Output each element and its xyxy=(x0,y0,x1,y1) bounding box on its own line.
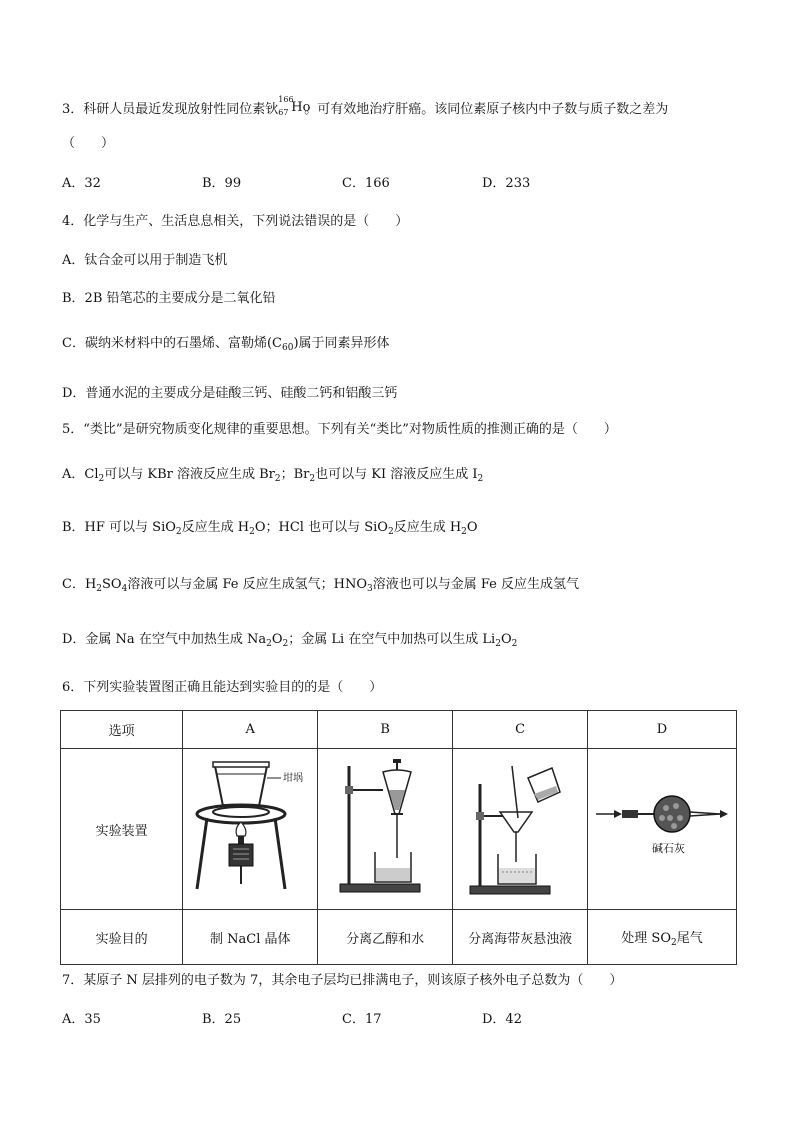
header-d: D xyxy=(588,711,737,749)
crucible-label: 坩埚 xyxy=(283,773,304,784)
soda-lime-label: 碱石灰 xyxy=(652,842,685,855)
header-c: C xyxy=(453,711,588,749)
apparatus-b-separatory-funnel xyxy=(318,749,453,910)
purpose-a: 制 NaCl 晶体 xyxy=(183,910,318,965)
q4-option-c xyxy=(62,332,390,353)
header-option: 选项 xyxy=(61,711,183,749)
t: D．金属 Na 在空气中加热生成 Na xyxy=(62,632,267,647)
q7-option-c: C．17 xyxy=(342,1012,382,1027)
purpose-b: 分离乙醇和水 xyxy=(318,910,453,965)
purpose-d xyxy=(588,910,737,965)
fullerene-formula: (C xyxy=(266,336,282,351)
t: C．H xyxy=(62,577,97,592)
s: 2 xyxy=(511,639,518,649)
t: B．HF 可以与 SiO xyxy=(62,520,176,535)
header-b: B xyxy=(318,711,453,749)
t: 尾气 xyxy=(676,930,703,946)
filtration-image xyxy=(460,754,580,904)
q4-c-text: C．碳纳米材料中的石墨烯、富勒烯 xyxy=(62,336,267,351)
q5-option-c xyxy=(62,573,579,594)
mass-number: 166 xyxy=(278,95,294,104)
s: 2 xyxy=(249,527,255,537)
s: 2 xyxy=(98,474,105,484)
q3-stem xyxy=(62,95,669,117)
q3-option-a: A．32 xyxy=(62,176,101,191)
q4-stem: 4．化学与生产、生活息息相关，下列说法错误的是（ ） xyxy=(62,214,409,229)
apparatus-row xyxy=(61,749,737,910)
t: 可以与 KBr 溶液反应生成 Br xyxy=(104,467,275,482)
q5-stem: 5．“类比”是研究物质变化规律的重要思想。下列有关“类比”对物质性质的推测正确的是（ ） xyxy=(62,422,617,437)
table-header-row xyxy=(61,711,737,749)
purpose-c: 分离海带灰悬浊液 xyxy=(453,910,588,965)
q4-option-d: D．普通水泥的主要成分是硅酸三钙、硅酸二钙和铝酸三钙 xyxy=(62,386,398,401)
purpose-label: 实验目的 xyxy=(61,910,183,965)
q3-stem-text: 3．科研人员最近发现放射性同位素钬 xyxy=(62,102,279,117)
q4-c-text-2: 属于同素异形体 xyxy=(298,336,390,351)
t: A．Cl xyxy=(62,467,99,482)
apparatus-label: 实验装置 xyxy=(61,749,183,910)
t: 溶液可以与金属 Fe 反应生成氢气；HNO xyxy=(127,577,367,592)
s: 2 xyxy=(495,639,501,649)
q3-stem-text-2: 。可有效地治疗肝癌。该同位素原子核内中子数与质子数之差为 xyxy=(304,102,669,117)
t: ；Br xyxy=(280,467,310,482)
crucible-tripod-image xyxy=(185,754,315,904)
q6-stem: 6．下列实验装置图正确且能达到实验目的的是（ ） xyxy=(62,680,383,695)
t: 反应生成 H xyxy=(181,520,250,535)
experiment-table xyxy=(60,710,737,965)
q3-option-d: D．233 xyxy=(482,176,531,191)
s: 2 xyxy=(387,527,394,537)
drying-tube-image xyxy=(592,774,732,884)
fullerene-close: ) xyxy=(293,336,299,351)
apparatus-a-crucible xyxy=(183,749,318,910)
t: O xyxy=(500,632,512,647)
q3-option-b: B．99 xyxy=(202,176,242,191)
q5-option-d xyxy=(62,628,517,649)
header-a: A xyxy=(183,711,318,749)
t: 反应生成 H xyxy=(393,520,462,535)
t: O xyxy=(271,632,283,647)
fullerene-subscript: 60 xyxy=(281,343,294,353)
s: 2 xyxy=(670,937,677,948)
t: 处理 SO xyxy=(621,930,671,946)
q3-answer-paren: （ ） xyxy=(62,136,115,151)
t: ；金属 Li 在空气中加热可以生成 Li xyxy=(288,632,496,647)
s: 2 xyxy=(274,474,281,484)
t: 也可以与 KI 溶液反应生成 I xyxy=(315,467,478,482)
holmium-isotope xyxy=(278,95,311,117)
q7-stem: 7．某原子 N 层排列的电子数为 7，其余电子层均已排满电子，则该原子核外电子总数为（ ） xyxy=(62,973,623,988)
q7-option-a: A．35 xyxy=(62,1012,101,1027)
q7-option-b: B．25 xyxy=(202,1012,242,1027)
t: O xyxy=(466,520,478,535)
q5-option-b xyxy=(62,516,478,537)
apparatus-d-drying-tube xyxy=(588,749,737,910)
atomic-number: 67 xyxy=(278,108,289,117)
s: 2 xyxy=(266,639,272,649)
s: 2 xyxy=(477,474,484,484)
s: 2 xyxy=(461,527,467,537)
s: 2 xyxy=(96,584,103,594)
t: 溶液也可以与金属 Fe 反应生成氢气 xyxy=(372,577,579,592)
element-symbol: Ho xyxy=(291,100,311,115)
s: 4 xyxy=(121,584,128,594)
s: 2 xyxy=(309,474,316,484)
s: 2 xyxy=(175,527,182,537)
q4-option-a: A．钛合金可以用于制造飞机 xyxy=(62,253,228,268)
apparatus-c-filtration xyxy=(453,749,588,910)
purpose-row xyxy=(61,910,737,965)
q5-option-a xyxy=(62,463,483,484)
s: 2 xyxy=(282,639,289,649)
s: 3 xyxy=(366,584,373,594)
q3-option-c: C．166 xyxy=(342,176,390,191)
t: SO xyxy=(102,577,122,592)
t: O；HCl 也可以与 SiO xyxy=(254,520,388,535)
separatory-funnel-image xyxy=(325,754,445,904)
q4-option-b: B．2B 铅笔芯的主要成分是二氧化铅 xyxy=(62,291,276,306)
q7-option-d: D．42 xyxy=(482,1012,522,1027)
